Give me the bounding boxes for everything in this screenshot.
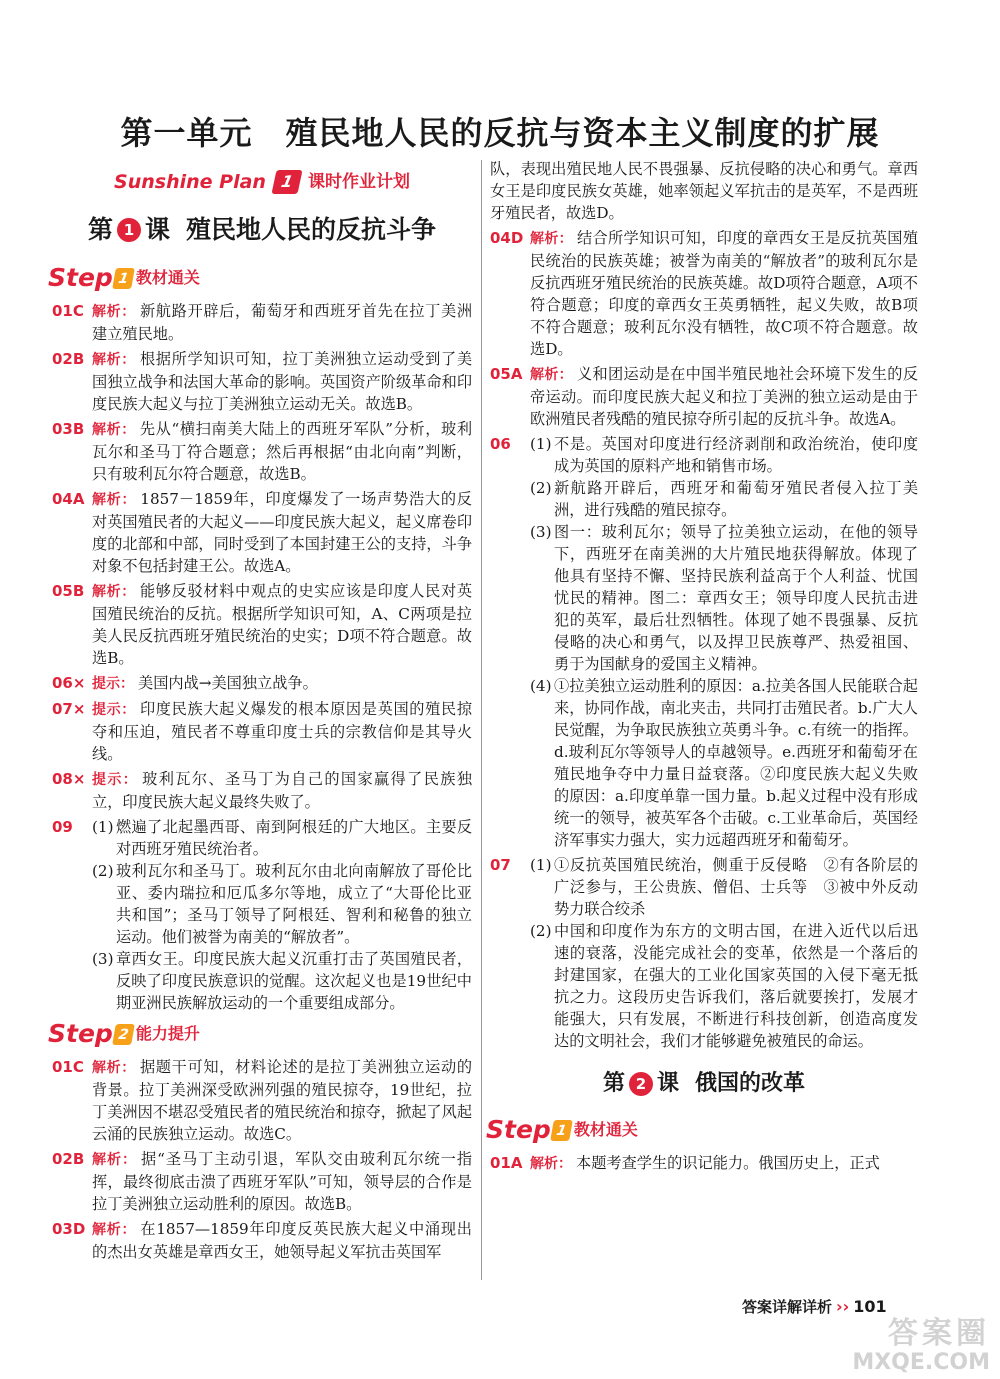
step-word: Step [48,263,113,292]
sub-answer: (4) ①拉美独立运动胜利的原因：a.拉美各国人民能联合起来，协同作战，南北夹击，共同打击殖民者。b.广大人民觉醒，为争取民族独立英勇斗争。c.有统一的指挥。d.玻利瓦尔等领导人的卓越领导。e.西班牙和葡萄牙在殖民地争夺中力量日益衰落。②印度民族大起义失败的原因：a.印度单靠一国力量。b.起义过程中没有形成统一的领导，被英军各个击破。c.工业革命后，英国经济军事实力强大，实力远超西班牙和葡萄牙。 [530,677,918,849]
answer-body: 解析： 据“圣马丁主动引退，军队交由玻利瓦尔统一指挥，最终彻底击溃了西班牙军队”可知，领导层的合作是拉丁美洲独立运动胜利的原因。故选B。 [92,1150,473,1213]
question-number: 02B [52,1150,85,1168]
answer-item-07 [490,854,918,1052]
question-number: 06× [52,674,86,692]
question-number: 05A [490,365,523,383]
question-number: 08× [52,770,86,788]
question-number: 01C [52,302,84,320]
answer-item-09 [52,816,472,1014]
step-number: 1 [550,1120,573,1141]
step-word: Step [48,1019,113,1048]
chevron-right-icon: ›› [836,1297,850,1316]
answer-item [52,300,472,345]
answer-item [52,768,472,813]
sub-answer: (1) 不是。英国对印度进行经济剥削和政治统治，使印度成为英国的原料产地和销售市场。 [530,435,918,475]
answer-item [52,698,472,765]
lesson-2-step-1-header [486,1114,918,1146]
question-number: 07× [52,700,86,718]
answer-item [490,363,918,430]
answer-body: 解析： 能够反驳材料中观点的史实应该是印度人民对英国殖民统治的反抗。根据所学知识可知，A、C两项是拉美人民反抗西班牙殖民统治的史实；D项不符合题意。故选B。 [92,582,473,667]
step-label: 教材通关 [135,268,200,287]
step-word: Step [486,1115,551,1144]
footer-label: 答案详解详析 [742,1298,833,1316]
lesson-prefix: 第 [602,1071,625,1096]
plan-subtitle: 课时作业计划 [307,172,410,192]
column-divider [481,160,482,1280]
sub-answer: (2) 玻利瓦尔和圣马丁。玻利瓦尔由北向南解放了哥伦比亚、委内瑞拉和厄瓜多尔等地，成立了“大哥伦比亚共和国”；圣马丁领导了阿根廷、智利和秘鲁的独立运动。他们被誉为南美的“解放者”。 [92,862,472,946]
question-number: 01A [490,1154,523,1172]
answer-body: 解析： 根据所学知识可知，拉丁美洲独立运动受到了美国独立战争和法国大革命的影响。英国资产阶级革命和印度民族大起义与拉丁美洲独立运动无关。故选B。 [92,350,473,413]
watermark-logo-text: 答案圈 [888,1316,990,1351]
step-label: 教材通关 [573,1120,638,1139]
plan-banner [52,160,472,204]
answer-item-06 [490,433,918,851]
question-number: 06 [490,435,511,453]
plan-text: Sunshine Plan [114,171,266,193]
answer-body [530,433,918,851]
page-title: 第一单元 殖民地人民的反抗与资本主义制度的扩展 [120,114,880,152]
lesson-number-badge: 2 [629,1072,653,1096]
answer-body: 解析： 新航路开辟后，葡萄牙和西班牙首先在拉丁美洲建立殖民地。 [92,302,473,343]
right-column [486,158,918,1178]
continued-text: 队，表现出殖民地人民不畏强暴、反抗侵略的决心和勇气。章西女王是印度民族女英雄，她率领起义军抗击的是英军，不是西班牙殖民者，故选D。 [490,160,918,222]
lesson-name: 俄国的改革 [695,1071,806,1096]
answer-body: 解析： 在1857—1859年印度反英民族大起义中涌现出的杰出女英雄是章西女王，她领导起义军抗击英国军 [92,1220,472,1261]
left-column [48,160,473,1266]
answer-item [52,580,472,669]
step-number: 2 [112,1024,135,1045]
answer-body: 解析： 本题考查学生的识记能力。俄国历史上，正式 [530,1154,880,1172]
question-number: 03B [52,420,85,438]
question-number: 07 [490,856,511,874]
answer-item [52,488,472,577]
answer-item [52,672,472,695]
watermark-url: MXQE.COM [852,1350,990,1375]
question-number: 03D [52,1220,86,1238]
step-1-items [52,300,472,1014]
sub-answer: (3) 章西女王。印度民族大起义沉重打击了英国殖民者，反映了印度民族意识的觉醒。这次起义也是19世纪中期亚洲民族解放运动的一个重要组成部分。 [92,950,472,1012]
plan-badge: 1 [271,170,302,194]
sub-answer: (2) 中国和印度作为东方的文明古国，在进入近代以后迅速的衰落，没能完成社会的变革，依然是一个落后的封建国家，在强大的工业化国家英国的入侵下毫无抵抗之力。这段历史告诉我们，落后就要挨打，发展才能强大，只有发展，不断进行科技创新，创造高度发达的文明社会，我们才能够避免被殖民的命运。 [530,922,918,1050]
sub-answer: (1) 燃遍了北起墨西哥、南到阿根廷的广大地区。主要反对西班牙殖民统治者。 [92,818,472,858]
page-number: 101 [853,1297,887,1316]
sub-answer: (2) 新航路开辟后，西班牙和葡萄牙殖民者侵入拉丁美洲，进行残酷的殖民掠夺。 [530,479,918,519]
watermark [770,1318,990,1376]
lesson-number-badge: 1 [117,218,141,242]
answer-body [92,816,472,1014]
answer-body: 解析： 1857－1859年，印度爆发了一场声势浩大的反对英国殖民者的大起义——印度民族大起义，起义席卷印度的北部和中部，同时受到了本国封建王公的支持，斗争对象不包括封建王公。故选A。 [92,490,472,575]
answer-item [52,418,472,485]
answer-body: 解析： 结合所学知识可知，印度的章西女王是反抗英国殖民统治的民族英雄；被誉为南美的“解放者”的玻利瓦尔是反抗西班牙殖民统治的民族英雄。故D项符合题意，A项不符合题意；印度的章西女王英勇牺牲，起义失败，故B项不符合题意；玻利瓦尔没有牺牲，故C项不符合题意。故选D。 [530,229,918,358]
step-number: 1 [112,268,135,289]
lesson-prefix: 第 [87,215,113,244]
question-number: 09 [52,818,73,836]
answer-body: 提示： 玻利瓦尔、圣马丁为自己的国家赢得了民族独立，印度民族大起义最终失败了。 [92,770,472,811]
answer-item [490,1152,918,1175]
answer-item [52,1056,472,1145]
question-number: 05B [52,582,85,600]
answer-item [52,348,472,415]
answer-body: 提示： 美国内战→美国独立战争。 [92,674,318,692]
step-label: 能力提升 [135,1024,200,1043]
answer-body: 解析： 先从“横扫南美大陆上的西班牙军队”分析，玻利瓦尔和圣马丁符合题意；然后再根据“由北向南”判断，只有玻利瓦尔符合题意，故选B。 [92,420,473,483]
question-number: 04A [52,490,85,508]
step-2-items [52,1056,472,1263]
question-number: 02B [52,350,85,368]
page-footer [742,1296,887,1317]
lesson-name: 殖民地人民的反抗斗争 [186,215,437,244]
sub-answer: (1) ①反抗英国殖民统治，侧重于反侵略 ②有各阶层的广泛参与，王公贵族、僧侣、士兵等 ③被中外反动势力联合绞杀 [530,856,918,918]
answer-body: 解析： 义和团运动是在中国半殖民地社会环境下发生的反帝运动。而印度民族大起义和拉丁美洲的独立运动是由于欧洲殖民者残酷的殖民掠夺所引起的反抗斗争。故选A。 [530,365,918,428]
question-number: 04D [490,229,524,247]
lesson-2-title [490,1062,918,1106]
sub-answer: (3) 图一：玻利瓦尔；领导了拉美独立运动，在他的领导下，西班牙在南美洲的大片殖民地获得解放。体现了他具有坚持不懈、坚持民族利益高于个人利益、忧国忧民的精神。图二：章西女王；领导印度人民抗击进犯的英军，最后壮烈牺牲。体现了她不畏强暴、反抗侵略的决心和勇气，以及捍卫民族尊严、热爱祖国、勇于为国献身的爱国主义精神。 [530,523,918,673]
lesson-1-title [52,206,472,254]
step-2-header [48,1018,472,1050]
question-number: 01C [52,1058,84,1076]
answer-item [52,1148,472,1215]
answer-body [530,854,918,1052]
lesson-suffix: 课 [144,215,170,244]
answer-item [52,1218,472,1263]
step-1-header [48,262,472,294]
answer-body: 解析： 据题干可知，材料论述的是拉丁美洲独立运动的背景。拉丁美洲深受欧洲列强的殖民掠夺，19世纪，拉丁美洲因不堪忍受殖民者的殖民统治和掠夺，掀起了风起云涌的民族独立运动。故选C。 [92,1058,473,1143]
answer-item [490,227,918,360]
answer-body: 提示： 印度民族大起义爆发的根本原因是英国的殖民掠夺和压迫，殖民者不尊重印度士兵的宗教信仰是其导火线。 [92,700,473,763]
lesson-suffix: 课 [656,1071,679,1096]
